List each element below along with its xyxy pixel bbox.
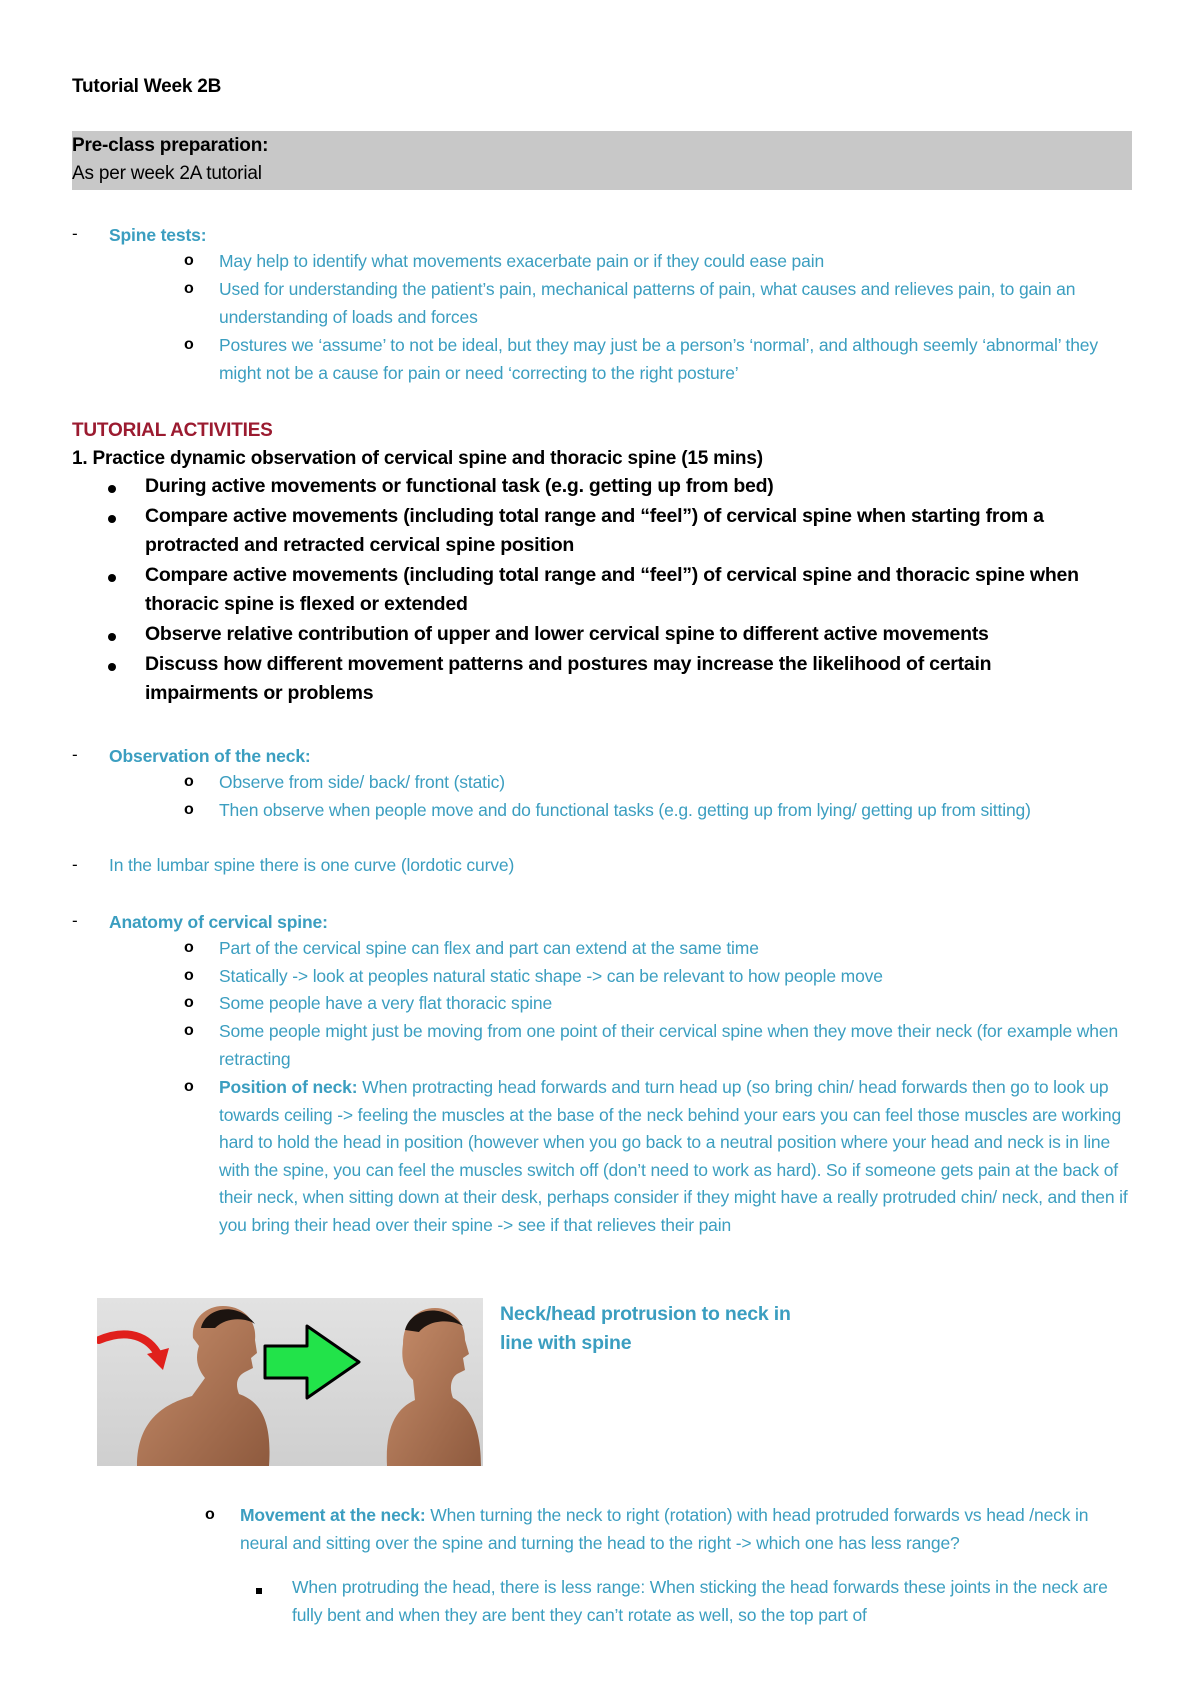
anatomy-item: Some people have a very flat thoracic spine xyxy=(219,993,553,1013)
dash-bullet: - xyxy=(72,911,78,930)
circle-bullet: o xyxy=(184,939,194,956)
movement-subitem: When protruding the head, there is less range: When sticking the head forwards these joints in the neck are fully bent and when they are bent they can’t rotate as well, so the top part of xyxy=(292,1577,1108,1625)
dash-bullet: - xyxy=(72,745,78,764)
position-of-neck-text: When protracting head forwards and turn head up (so bring chin/ head forwards then go to look up towards ceiling -> feeling the muscles at the base of the neck behind your ears you can feel those muscles are working hard to hold the head in position (however when you go back to a neutral position where your head and neck is in line with the spine, you can feel the muscles switch off (don’t need to work as hard). So if someone gets pain at the back of their neck, when sitting down at their desk, perhaps consider if they might have a really protruded chin/ neck, and then if you bring their head over their spine -> see if that relieves their pain xyxy=(219,1077,1128,1235)
circle-bullet: o xyxy=(205,1506,215,1523)
figure-caption: Neck/head protrusion to neck in line with spine xyxy=(500,1303,791,1354)
anatomy-item: Part of the cervical spine can flex and part can extend at the same time xyxy=(219,938,759,958)
lumbar-note: In the lumbar spine there is one curve (lordotic curve) xyxy=(109,855,515,875)
activity-bullet: During active movements or functional task (e.g. getting up from bed) xyxy=(145,475,774,497)
observation-item: Then observe when people move and do functional tasks (e.g. getting up from lying/ getting up from sitting) xyxy=(219,800,1031,820)
position-of-neck-item xyxy=(219,1074,1129,1239)
movement-label: Movement at the neck: xyxy=(240,1505,426,1525)
circle-bullet: o xyxy=(184,280,194,297)
spine-test-item: May help to identify what movements exacerbate pain or if they could ease pain xyxy=(219,251,825,271)
observation-heading: Observation of the neck: xyxy=(109,746,311,766)
pre-class-heading: Pre-class preparation: xyxy=(72,135,269,156)
anatomy-item: Some people might just be moving from one point of their cervical spine when they move their neck (for example when retracting xyxy=(219,1021,1119,1069)
bullet-dot xyxy=(108,633,116,641)
bullet-dot xyxy=(108,663,116,671)
anatomy-heading: Anatomy of cervical spine: xyxy=(109,912,328,932)
activity-bullet: Compare active movements (including total range and “feel”) of cervical spine when starting from a protracted and retracted cervical spine position xyxy=(145,505,1044,556)
dash-bullet: - xyxy=(72,224,78,243)
movement-item xyxy=(240,1502,1140,1557)
bullet-dot xyxy=(108,574,116,582)
dash-bullet: - xyxy=(72,855,78,874)
activity-bullet: Discuss how different movement patterns and postures may increase the likelihood of certain impairments or problems xyxy=(145,653,992,704)
neck-posture-photo xyxy=(97,1298,483,1466)
circle-bullet: o xyxy=(184,994,194,1011)
bullet-dot xyxy=(108,515,116,523)
activity-bullet: Compare active movements (including total range and “feel”) of cervical spine and thoracic spine when thoracic spine is flexed or extended xyxy=(145,564,1079,615)
tutorial-activities-heading: TUTORIAL ACTIVITIES xyxy=(72,420,273,441)
position-of-neck-label: Position of neck: xyxy=(219,1077,358,1097)
circle-bullet: o xyxy=(184,336,194,353)
pre-class-box xyxy=(72,131,1132,190)
spine-test-item: Used for understanding the patient’s pain, mechanical patterns of pain, what causes and relieves pain, to gain an understanding of loads and forces xyxy=(219,279,1076,327)
circle-bullet: o xyxy=(184,773,194,790)
circle-bullet: o xyxy=(184,967,194,984)
document-title: Tutorial Week 2B xyxy=(72,76,222,97)
bullet-dot xyxy=(108,485,116,493)
circle-bullet: o xyxy=(184,801,194,818)
activity-title: 1. Practice dynamic observation of cervical spine and thoracic spine (15 mins) xyxy=(72,448,763,469)
spine-test-item: Postures we ‘assume’ to not be ideal, but they may just be a person’s ‘normal’, and although seemly ‘abnormal’ they might not be a cause for pain or need ‘correcting to the right posture’ xyxy=(219,335,1098,383)
square-bullet xyxy=(256,1588,262,1594)
circle-bullet: o xyxy=(184,1022,194,1039)
spine-tests-heading: Spine tests: xyxy=(109,225,207,245)
observation-item: Observe from side/ back/ front (static) xyxy=(219,772,505,792)
movement-text: When turning the neck to right (rotation) with head protruded forwards vs head /neck in neural and sitting over the spine and turning the head to the right -> which one has less range? xyxy=(240,1505,1089,1553)
circle-bullet: o xyxy=(184,1078,194,1095)
neck-posture-illustration xyxy=(97,1298,483,1466)
pre-class-text: As per week 2A tutorial xyxy=(72,163,262,184)
activity-bullet: Observe relative contribution of upper and lower cervical spine to different active movements xyxy=(145,623,989,645)
circle-bullet: o xyxy=(184,252,194,269)
anatomy-item: Statically -> look at peoples natural static shape -> can be relevant to how people move xyxy=(219,966,883,986)
